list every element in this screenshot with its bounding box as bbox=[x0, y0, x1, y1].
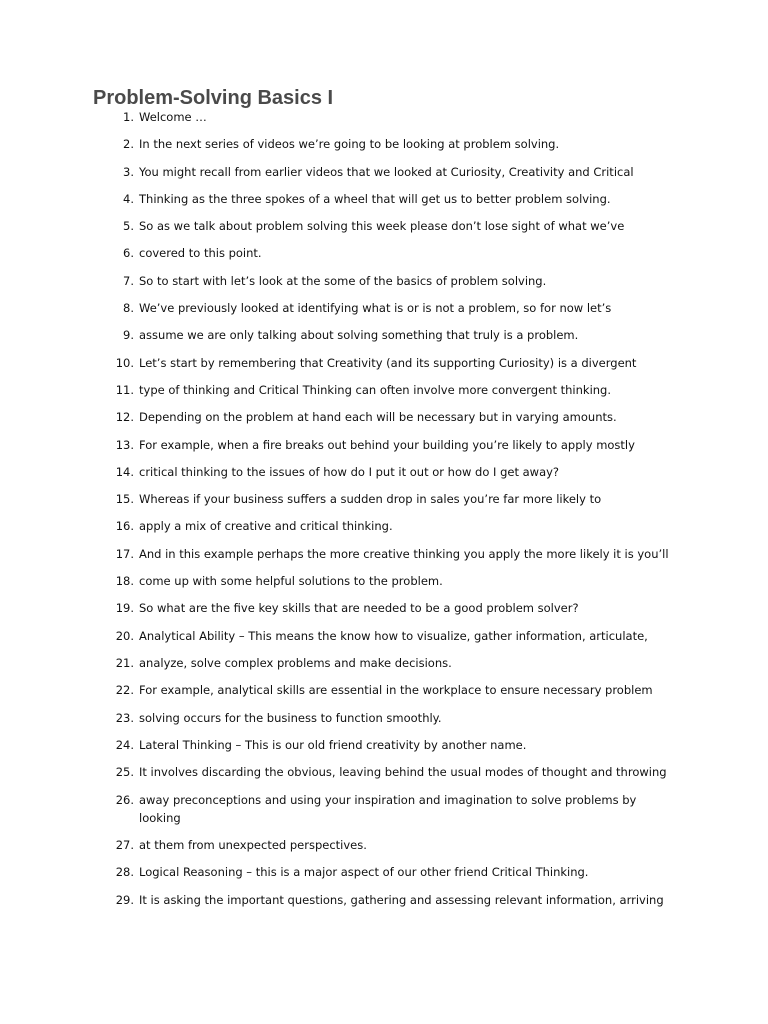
list-item bbox=[0, 326, 768, 344]
line-text: We’ve previously looked at identifying what is or is not a problem, so for now let’s bbox=[139, 301, 612, 315]
list-item bbox=[0, 244, 768, 262]
line-number: 10. bbox=[115, 356, 134, 370]
line-text: critical thinking to the issues of how do I put it out or how do I get away? bbox=[139, 465, 560, 479]
line-text: It involves discarding the obvious, leaving behind the usual modes of thought and throwing bbox=[139, 765, 667, 779]
line-text: Let’s start by remembering that Creativity (and its supporting Curiosity) is a divergent bbox=[139, 356, 637, 370]
line-number: 6. bbox=[123, 246, 134, 260]
line-text: Welcome … bbox=[139, 110, 207, 124]
line-number: 1. bbox=[123, 110, 134, 124]
line-number: 20. bbox=[115, 629, 134, 643]
line-number: 23. bbox=[115, 711, 134, 725]
page-title: Problem-Solving Basics I bbox=[93, 87, 334, 109]
line-text: So to start with let’s look at the some of the basics of problem solving. bbox=[139, 274, 547, 288]
line-text: So as we talk about problem solving this week please don’t lose sight of what we’ve bbox=[139, 219, 625, 233]
line-number: 2. bbox=[123, 137, 134, 151]
line-number: 15. bbox=[115, 492, 134, 506]
line-text: come up with some helpful solutions to the problem. bbox=[139, 574, 443, 588]
line-text: away preconceptions and using your inspiration and imagination to solve problems by looking bbox=[139, 793, 637, 825]
line-number: 7. bbox=[123, 274, 134, 288]
line-number: 4. bbox=[123, 192, 134, 206]
list-item bbox=[0, 709, 768, 727]
line-number: 8. bbox=[123, 301, 134, 315]
list-item bbox=[0, 863, 768, 881]
line-text: assume we are only talking about solving something that truly is a problem. bbox=[139, 328, 579, 342]
line-number: 24. bbox=[115, 738, 134, 752]
list-item bbox=[0, 190, 768, 208]
line-text: solving occurs for the business to function smoothly. bbox=[139, 711, 442, 725]
line-text: And in this example perhaps the more creative thinking you apply the more likely it is you’ll bbox=[139, 547, 669, 561]
line-number: 27. bbox=[115, 838, 134, 852]
line-number: 25. bbox=[115, 765, 134, 779]
line-text: at them from unexpected perspectives. bbox=[139, 838, 367, 852]
list-item bbox=[0, 736, 768, 754]
list-item bbox=[0, 463, 768, 481]
line-number: 26. bbox=[115, 793, 134, 807]
list-item bbox=[0, 791, 768, 825]
line-text: You might recall from earlier videos that we looked at Curiosity, Creativity and Critical bbox=[139, 165, 634, 179]
line-number: 17. bbox=[115, 547, 134, 561]
line-number: 28. bbox=[115, 865, 134, 879]
line-number: 21. bbox=[115, 656, 134, 670]
list-item bbox=[0, 836, 768, 854]
list-item bbox=[0, 299, 768, 317]
list-item bbox=[0, 108, 768, 126]
line-number: 11. bbox=[115, 383, 134, 397]
list-item bbox=[0, 436, 768, 454]
line-text: It is asking the important questions, gathering and assessing relevant information, arriving bbox=[139, 893, 664, 907]
line-text: In the next series of videos we’re going to be looking at problem solving. bbox=[139, 137, 560, 151]
line-text: Depending on the problem at hand each will be necessary but in varying amounts. bbox=[139, 410, 617, 424]
list-item bbox=[0, 381, 768, 399]
line-text: apply a mix of creative and critical thinking. bbox=[139, 519, 393, 533]
line-number: 13. bbox=[115, 438, 134, 452]
line-text: For example, analytical skills are essential in the workplace to ensure necessary problem bbox=[139, 683, 653, 697]
line-text: type of thinking and Critical Thinking can often involve more convergent thinking. bbox=[139, 383, 612, 397]
list-item bbox=[0, 517, 768, 535]
list-item bbox=[0, 217, 768, 235]
line-number: 18. bbox=[115, 574, 134, 588]
line-number: 19. bbox=[115, 601, 134, 615]
list-item bbox=[0, 354, 768, 372]
line-text: For example, when a fire breaks out behind your building you’re likely to apply mostly bbox=[139, 438, 635, 452]
list-item bbox=[0, 681, 768, 699]
list-item bbox=[0, 490, 768, 508]
line-number: 16. bbox=[115, 519, 134, 533]
line-number: 5. bbox=[123, 219, 134, 233]
line-text: analyze, solve complex problems and make decisions. bbox=[139, 656, 452, 670]
list-item bbox=[0, 627, 768, 645]
list-item bbox=[0, 599, 768, 617]
line-text: Thinking as the three spokes of a wheel that will get us to better problem solving. bbox=[139, 192, 611, 206]
list-item bbox=[0, 654, 768, 672]
line-text: covered to this point. bbox=[139, 246, 262, 260]
line-text: Logical Reasoning – this is a major aspect of our other friend Critical Thinking. bbox=[139, 865, 589, 879]
list-item bbox=[0, 545, 768, 563]
line-number: 29. bbox=[115, 893, 134, 907]
list-item bbox=[0, 891, 768, 909]
line-text: So what are the five key skills that are needed to be a good problem solver? bbox=[139, 601, 579, 615]
line-text: Analytical Ability – This means the know how to visualize, gather information, articulate, bbox=[139, 629, 648, 643]
list-item bbox=[0, 272, 768, 290]
line-number: 22. bbox=[115, 683, 134, 697]
line-number: 14. bbox=[115, 465, 134, 479]
line-text: Lateral Thinking – This is our old friend creativity by another name. bbox=[139, 738, 527, 752]
line-number: 3. bbox=[123, 165, 134, 179]
list-item bbox=[0, 408, 768, 426]
line-number: 9. bbox=[123, 328, 134, 342]
list-item bbox=[0, 572, 768, 590]
list-item bbox=[0, 163, 768, 181]
line-number: 12. bbox=[115, 410, 134, 424]
list-item bbox=[0, 763, 768, 781]
line-text: Whereas if your business suffers a sudden drop in sales you’re far more likely to bbox=[139, 492, 602, 506]
list-item bbox=[0, 135, 768, 153]
